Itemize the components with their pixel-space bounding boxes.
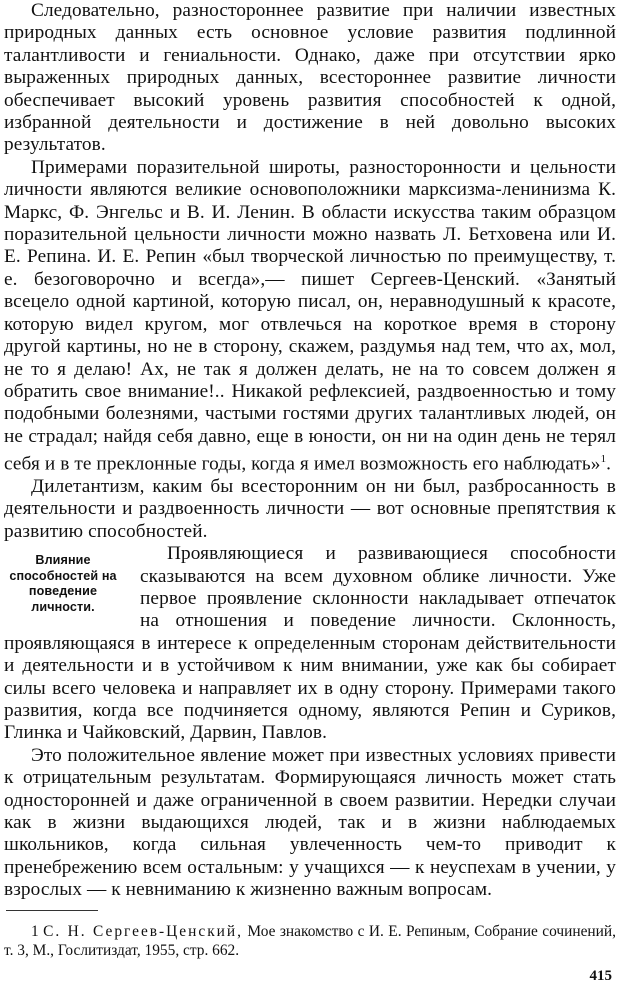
margin-heading: Влияние способностей на поведение личности. <box>9 553 117 614</box>
footnote-number: 1 <box>31 923 39 940</box>
paragraph-4: Проявляющиеся и развивающиеся способности сказываются на всем духовном облике личности. Уже первое проявление склонности накладывает отпечаток на отношения и поведение личности. Склонность, проявляющаяся в интересе к определенным сторонам действительности и деятельности и в устойчивом к ним внимании, уже как бы собирает силы всего человека и направляет их в одну сторону. Примерами такого развития, когда все подчиняется одному, являются Репин и Суриков, Глинка и Чайковский, Дарвин, Павлов. <box>4 543 616 744</box>
footnote-ref: 1 <box>600 453 607 466</box>
body-text <box>4 0 616 902</box>
paragraph-3: Дилетантизм, каким бы всесторонним он ни был, разбросанность в деятельности и раздвоенность личности — вот основные препятствия к развитию способностей. <box>4 475 616 542</box>
footnote-text: Мое знакомство с И. Е. Репиным, Собрание сочинений, т. 3, М., Гослитиздат, 1955, стр. 662. <box>4 923 616 959</box>
footnote-author: С. Н. Сергеев-Ценский, <box>43 923 243 940</box>
paragraph-2: Примерами поразительной широты, разносторонности и цельности личности являются великие основоположники марксизма-ленинизма К. Маркс, Ф. Энгельс и В. И. Ленин. В области искусства таким образцом поразительной цельности личности можно назвать Л. Бетховена или И. Е. Репина. И. Е. Репин «был творческой личностью по преимуществу, т. е. безоговорочно и всегда»,— пишет Сергеев-Ценский. «Занятый всецело одной картиной, которую писал, он, неравнодушный к красоте, которую видел кругом, мог отвлечься на короткое время в сторону другой картины, но не в сторону, скажем, раздумья над тем, что ах, мол, не то я делаю! Ах, не так я должен делать, не на то совсем должен я обратить свое внимание!.. Никакой рефлексией, раздвоенностью и тому подобными болезнями, частыми гостями других талантливых людей, он не страдал; найдя себя давно, еще в юности, он ни на один день не терял себя и в те преклонные годы, когда я имел возможность его наблюдать»$^1$. <box>4 156 616 475</box>
paragraph-5: Это положительное явление может при известных условиях привести к отрицательным результатам. Формирующаяся личность может стать односторонней и даже ограниченной в своем развитии. Нередки случаи как в жизни выдающихся людей, так и в жизни наблюдаемых школьников, когда сильная увлеченность чем-то приводит к пренебрежению всем остальным: у учащихся — к неуспехам в учении, у взрослых — к невниманию к жизненно важным вопросам. <box>4 744 616 901</box>
footnote <box>4 922 616 960</box>
paragraph-1: Следовательно, разностороннее развитие при наличии известных природных данных есть основное условие развития подлинной талантливости и гениальности. Однако, даже при отсутствии ярко выраженных природных данных, всестороннее развитие личности обеспечивает высокий уровень развития способностей к одной, избранной деятельности и достижение в ней довольно высоких результатов. <box>4 0 616 156</box>
page-number: 415 <box>589 968 612 984</box>
footnote-rule <box>6 910 98 911</box>
paragraph-2-text: Примерами поразительной широты, разносторонности и цельности личности являются великие основоположники марксизма-ленинизма К. Маркс, Ф. Энгельс и В. И. Ленин. В области искусства таким образцом поразительной цельности личности можно назвать Л. Бетховена или И. Е. Репина. И. Е. Репин «был творческой личностью по преимуществу, т. е. безоговорочно и всегда»,— пишет Сергеев-Ценский. «Занятый всецело одной картиной, которую писал, он, неравнодушный к красоте, которую видел кругом, мог отвлечься на короткое время в сторону другой картины, но не в сторону, скажем, раздумья над тем, что ах, мол, не то я делаю! Ах, не так я должен делать, не на то совсем должен я обратить свое внимание!.. Никакой рефлексией, раздвоенностью и тому подобными болезнями, частыми гостями других талантливых людей, он не страдал; найдя себя давно, еще в юности, он ни на один день не терял себя и в те преклонные годы, когда я имел возможность его наблюдать» <box>4 156 616 475</box>
